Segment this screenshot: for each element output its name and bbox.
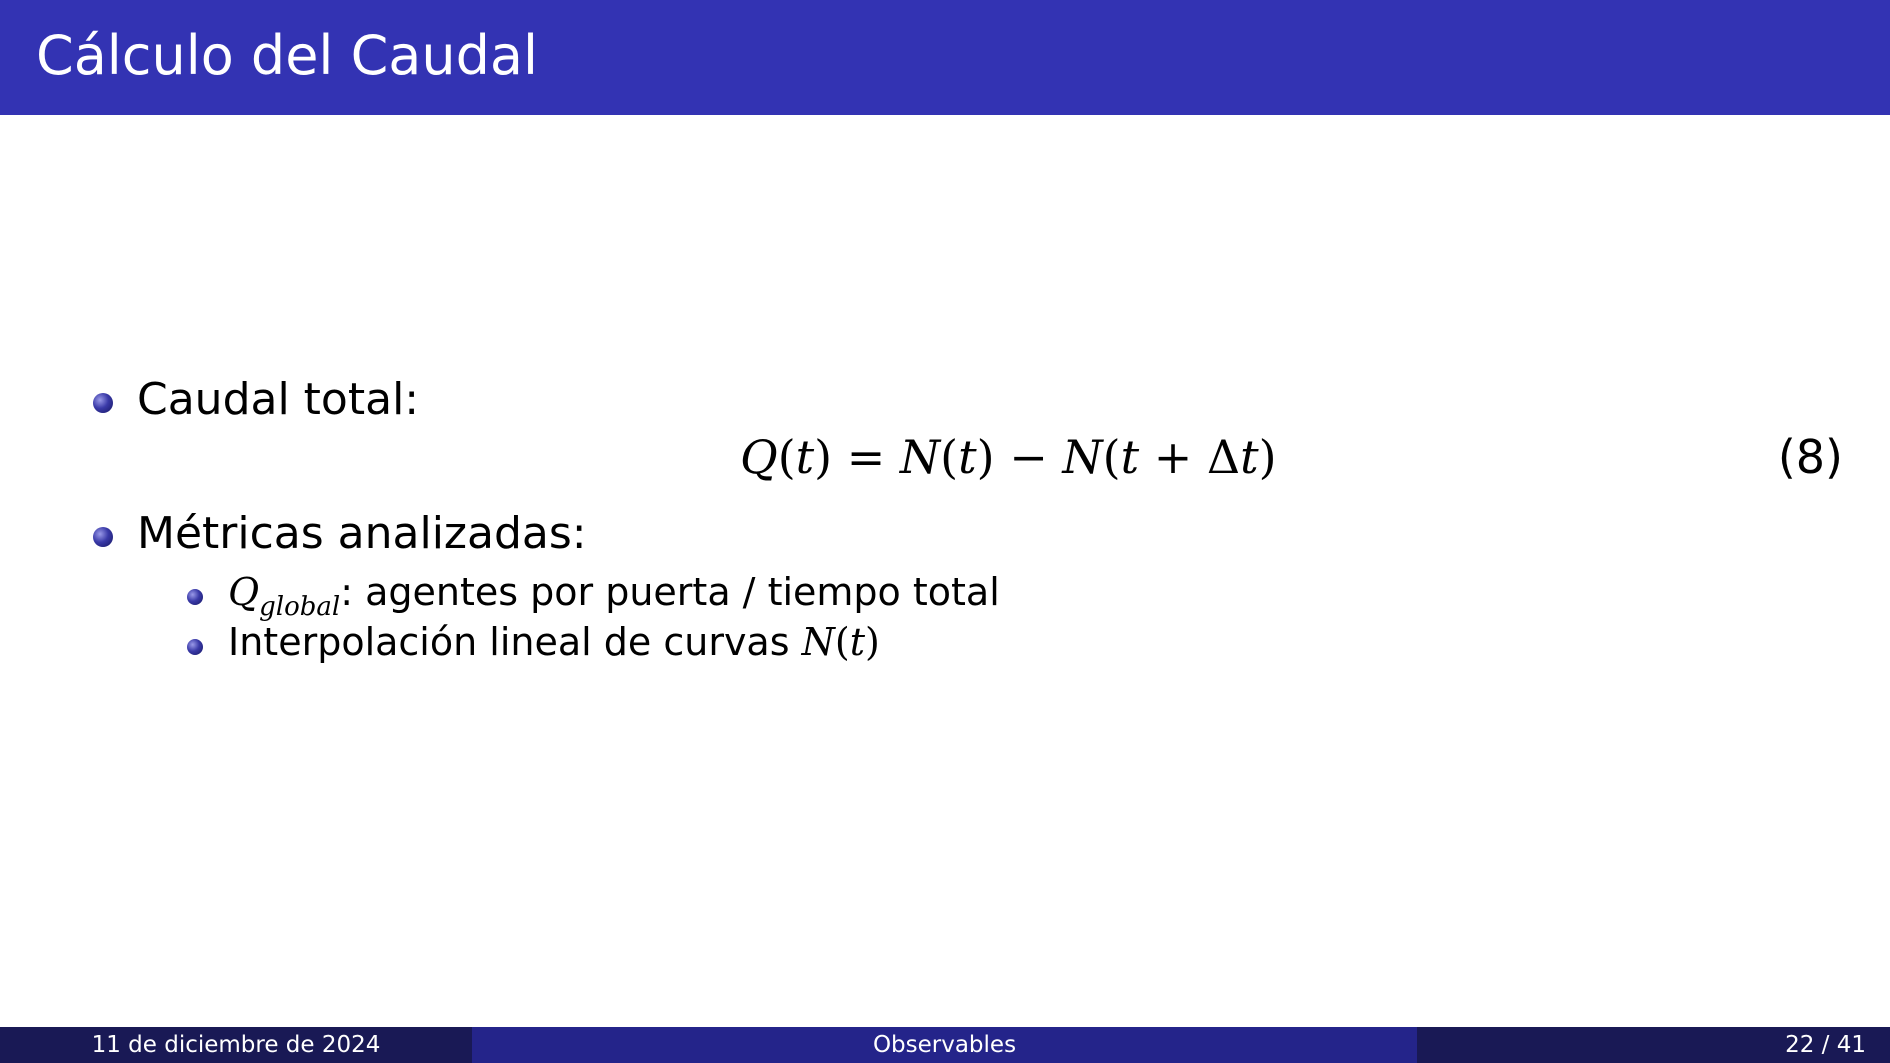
eq-symbol-n: N [1062,430,1103,484]
title-bar [0,0,1890,115]
equation-number: (8) [1777,430,1843,484]
eq-symbol-t: t [795,430,815,484]
interp-symbol-n: N [801,620,835,664]
sub-bullet-icon [187,589,203,605]
sub-item-q-global [228,570,1000,622]
eq-symbol-t: t [1240,430,1259,484]
eq-paren: ( [777,430,796,484]
bullet-item-caudal-total: Caudal total: [137,374,420,425]
sub-item-interpolacion [228,622,880,664]
bullet-icon [93,393,113,413]
eq-symbol-n: N [899,430,941,484]
q-global-subscript: global [259,592,341,622]
footer-section: Observables [472,1027,1417,1063]
eq-symbol-q: Q [740,430,778,484]
bullet-item-metricas: Métricas analizadas: [137,508,587,559]
interp-symbol-t: t [849,620,865,664]
eq-equals: = [832,430,900,484]
eq-paren: ( [1102,430,1121,484]
eq-paren: ) [814,430,833,484]
eq-minus: − [994,430,1063,484]
footer-page-number: 22 / 41 [1417,1027,1890,1063]
footer-date: 11 de diciembre de 2024 [0,1027,472,1063]
eq-symbol-t: t [958,430,977,484]
eq-paren: ) [1258,430,1277,484]
q-global-description: : agentes por puerta / tiempo total [340,570,1000,614]
interp-paren: ( [834,620,850,664]
bullet-icon [93,527,113,547]
footer-bar [0,1027,1890,1063]
eq-symbol-t: t [1120,430,1140,484]
eq-paren: ( [940,430,959,484]
q-global-symbol: Q [228,570,260,614]
slide-title: Cálculo del Caudal [36,24,538,87]
interpolacion-text: Interpolación lineal de curvas [228,620,802,664]
eq-plus: + [1139,430,1207,484]
equation-caudal [740,432,1277,483]
eq-delta: Δ [1206,430,1241,484]
sub-bullet-icon [187,639,203,655]
interp-paren: ) [864,620,880,664]
eq-paren: ) [976,430,995,484]
